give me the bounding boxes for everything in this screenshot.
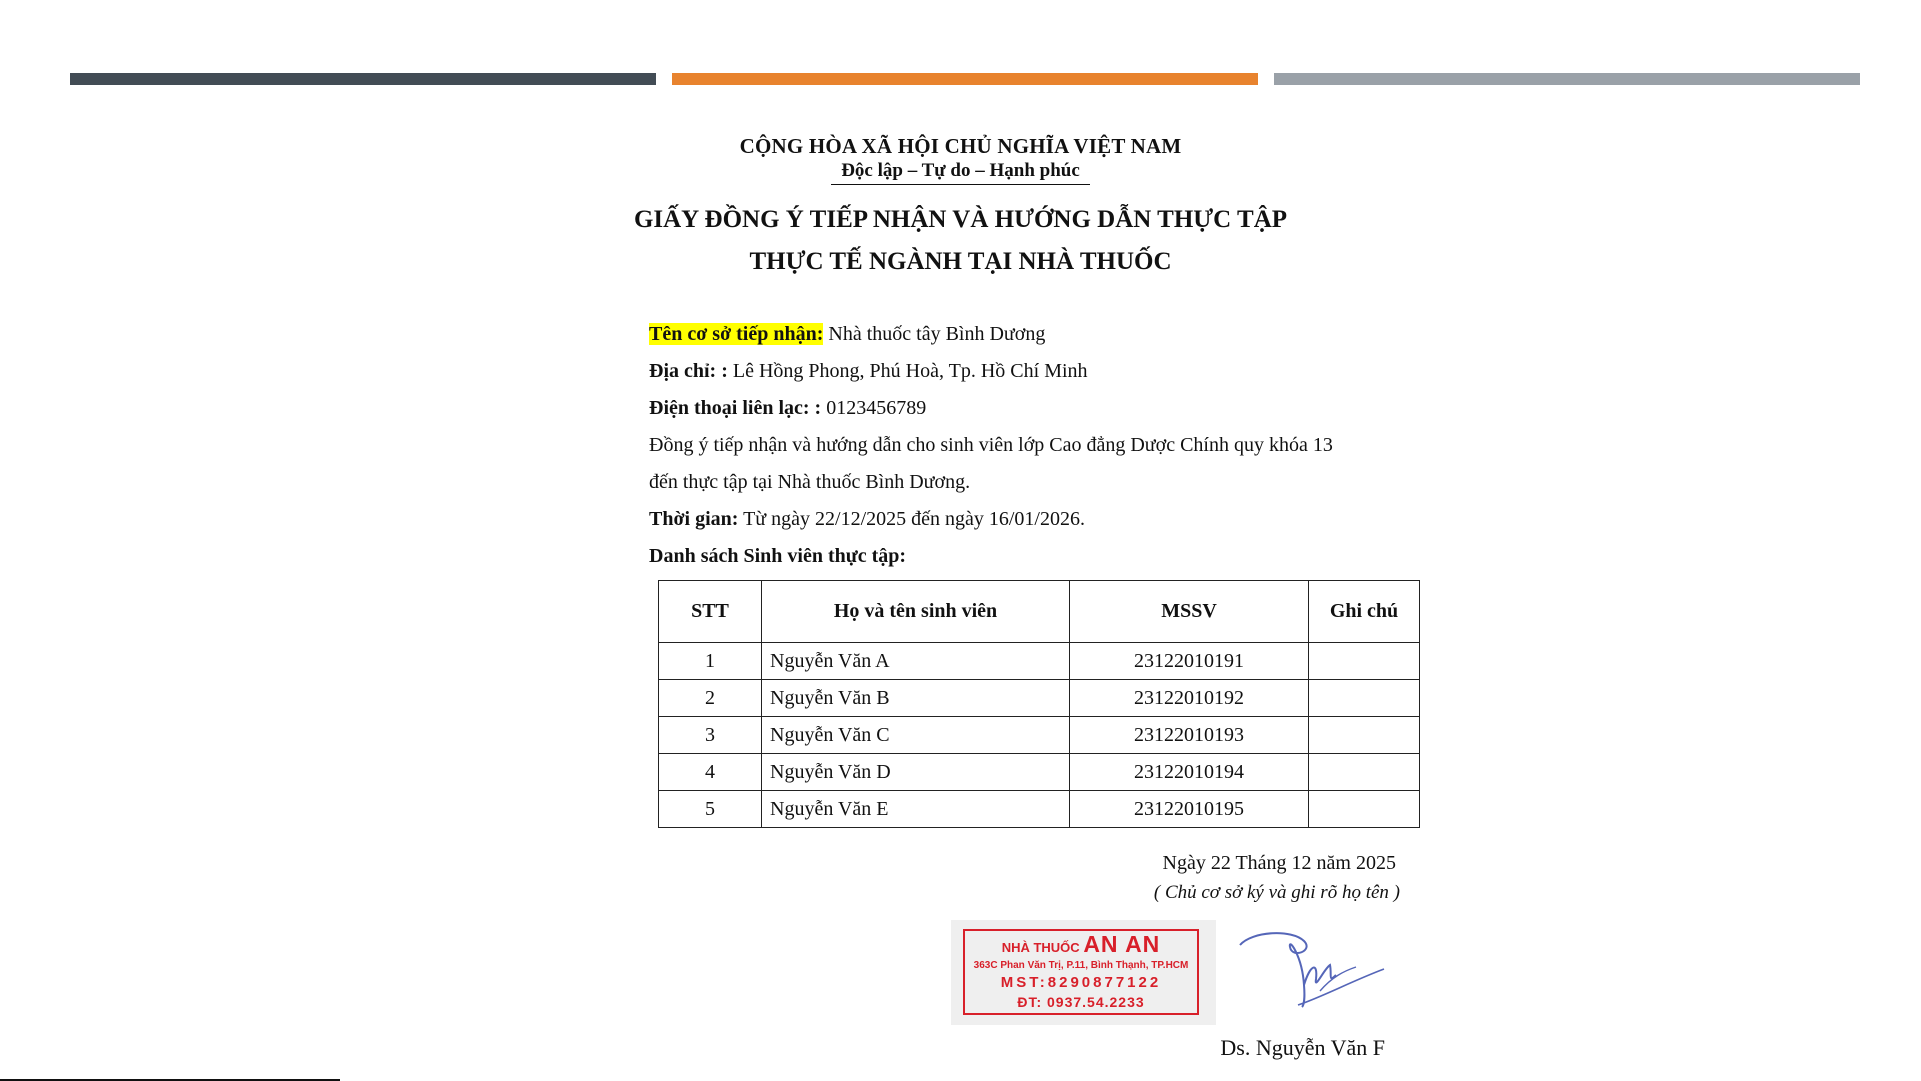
time-label: Thời gian: bbox=[649, 508, 739, 530]
cell-mssv: 23122010194 bbox=[1070, 754, 1309, 791]
cell-stt: 4 bbox=[659, 754, 762, 791]
sign-date: Ngày 22 Tháng 12 năm 2025 bbox=[1162, 852, 1396, 874]
signer-name: Ds. Nguyễn Văn F bbox=[1220, 1035, 1385, 1060]
address-label: Địa chỉ: : bbox=[649, 360, 728, 382]
pharmacy-stamp bbox=[951, 920, 1216, 1025]
table-row bbox=[659, 754, 1420, 791]
nation-header: CỘNG HÒA XÃ HỘI CHỦ NGHĨA VIỆT NAM bbox=[739, 134, 1182, 158]
facility-value: Nhà thuốc tây Bình Dương bbox=[823, 323, 1046, 345]
time-value: Từ ngày 22/12/2025 đến ngày 16/01/2026. bbox=[738, 508, 1085, 530]
sign-instruction: ( Chủ cơ sở ký và ghi rõ họ tên ) bbox=[1153, 882, 1400, 903]
cell-stt: 1 bbox=[659, 643, 762, 680]
cell-name: Nguyễn Văn D bbox=[762, 754, 1070, 791]
header-mssv: MSSV bbox=[1070, 581, 1309, 643]
stamp-phone: ĐT: 0937.54.2233 bbox=[1017, 994, 1145, 1010]
cell-stt: 3 bbox=[659, 717, 762, 754]
header-name: Họ và tên sinh viên bbox=[762, 581, 1070, 643]
document-title-line-1: GIẤY ĐỒNG Ý TIẾP NHẬN VÀ HƯỚNG DẪN THỰC TẬP bbox=[633, 206, 1288, 233]
phone-row bbox=[649, 390, 1409, 427]
facility-row bbox=[649, 316, 1409, 353]
cell-mssv: 23122010193 bbox=[1070, 717, 1309, 754]
stamp-name bbox=[965, 933, 1197, 959]
table-row bbox=[659, 717, 1420, 754]
address-value: Lê Hồng Phong, Phú Hoà, Tp. Hồ Chí Minh bbox=[727, 360, 1088, 382]
table-row bbox=[659, 680, 1420, 717]
cell-name: Nguyễn Văn B bbox=[762, 680, 1070, 717]
motto-text: Độc lập – Tự do – Hạnh phúc bbox=[831, 160, 1090, 185]
table-row bbox=[659, 643, 1420, 680]
document-title-line-2: THỰC TẾ NGÀNH TẠI NHÀ THUỐC bbox=[749, 248, 1172, 275]
phone-value: 0123456789 bbox=[821, 397, 927, 419]
time-row bbox=[649, 501, 1409, 538]
stamp-border bbox=[963, 929, 1199, 1015]
facility-label: Tên cơ sở tiếp nhận: bbox=[649, 323, 824, 345]
list-heading-text: Danh sách Sinh viên thực tập: bbox=[649, 545, 907, 567]
motto bbox=[0, 160, 1921, 185]
student-table bbox=[658, 580, 1420, 828]
cell-mssv: 23122010192 bbox=[1070, 680, 1309, 717]
stamp-address: 363C Phan Văn Trị, P.11, Bình Thạnh, TP.HCM bbox=[973, 960, 1189, 971]
cell-note bbox=[1309, 754, 1420, 791]
list-heading bbox=[649, 538, 1409, 575]
header-note: Ghi chú bbox=[1309, 581, 1420, 643]
cell-name: Nguyễn Văn A bbox=[762, 643, 1070, 680]
cell-mssv: 23122010195 bbox=[1070, 791, 1309, 828]
cell-name: Nguyễn Văn E bbox=[762, 791, 1070, 828]
handwritten-signature bbox=[1232, 925, 1392, 1015]
cell-stt: 2 bbox=[659, 680, 762, 717]
cell-note bbox=[1309, 680, 1420, 717]
cell-mssv: 23122010191 bbox=[1070, 643, 1309, 680]
cell-stt: 5 bbox=[659, 791, 762, 828]
header-stt: STT bbox=[659, 581, 762, 643]
agreement-line-2: đến thực tập tại Nhà thuốc Bình Dương. bbox=[649, 471, 971, 493]
cell-note bbox=[1309, 717, 1420, 754]
address-row bbox=[649, 353, 1409, 390]
table-header-row bbox=[659, 581, 1420, 643]
agreement-line-1: Đồng ý tiếp nhận và hướng dẫn cho sinh viên lớp Cao đẳng Dược Chính quy khóa 13 bbox=[649, 434, 1333, 456]
cell-name: Nguyễn Văn C bbox=[762, 717, 1070, 754]
info-section bbox=[649, 316, 1409, 575]
stamp-name-big: AN AN bbox=[1083, 931, 1161, 957]
phone-label: Điện thoại liên lạc: : bbox=[649, 397, 822, 419]
stamp-tax-id: MST:8290877122 bbox=[1000, 974, 1162, 991]
cell-note bbox=[1309, 643, 1420, 680]
table-row bbox=[659, 791, 1420, 828]
stamp-name-small: NHÀ THUỐC bbox=[1001, 940, 1080, 955]
cell-note bbox=[1309, 791, 1420, 828]
